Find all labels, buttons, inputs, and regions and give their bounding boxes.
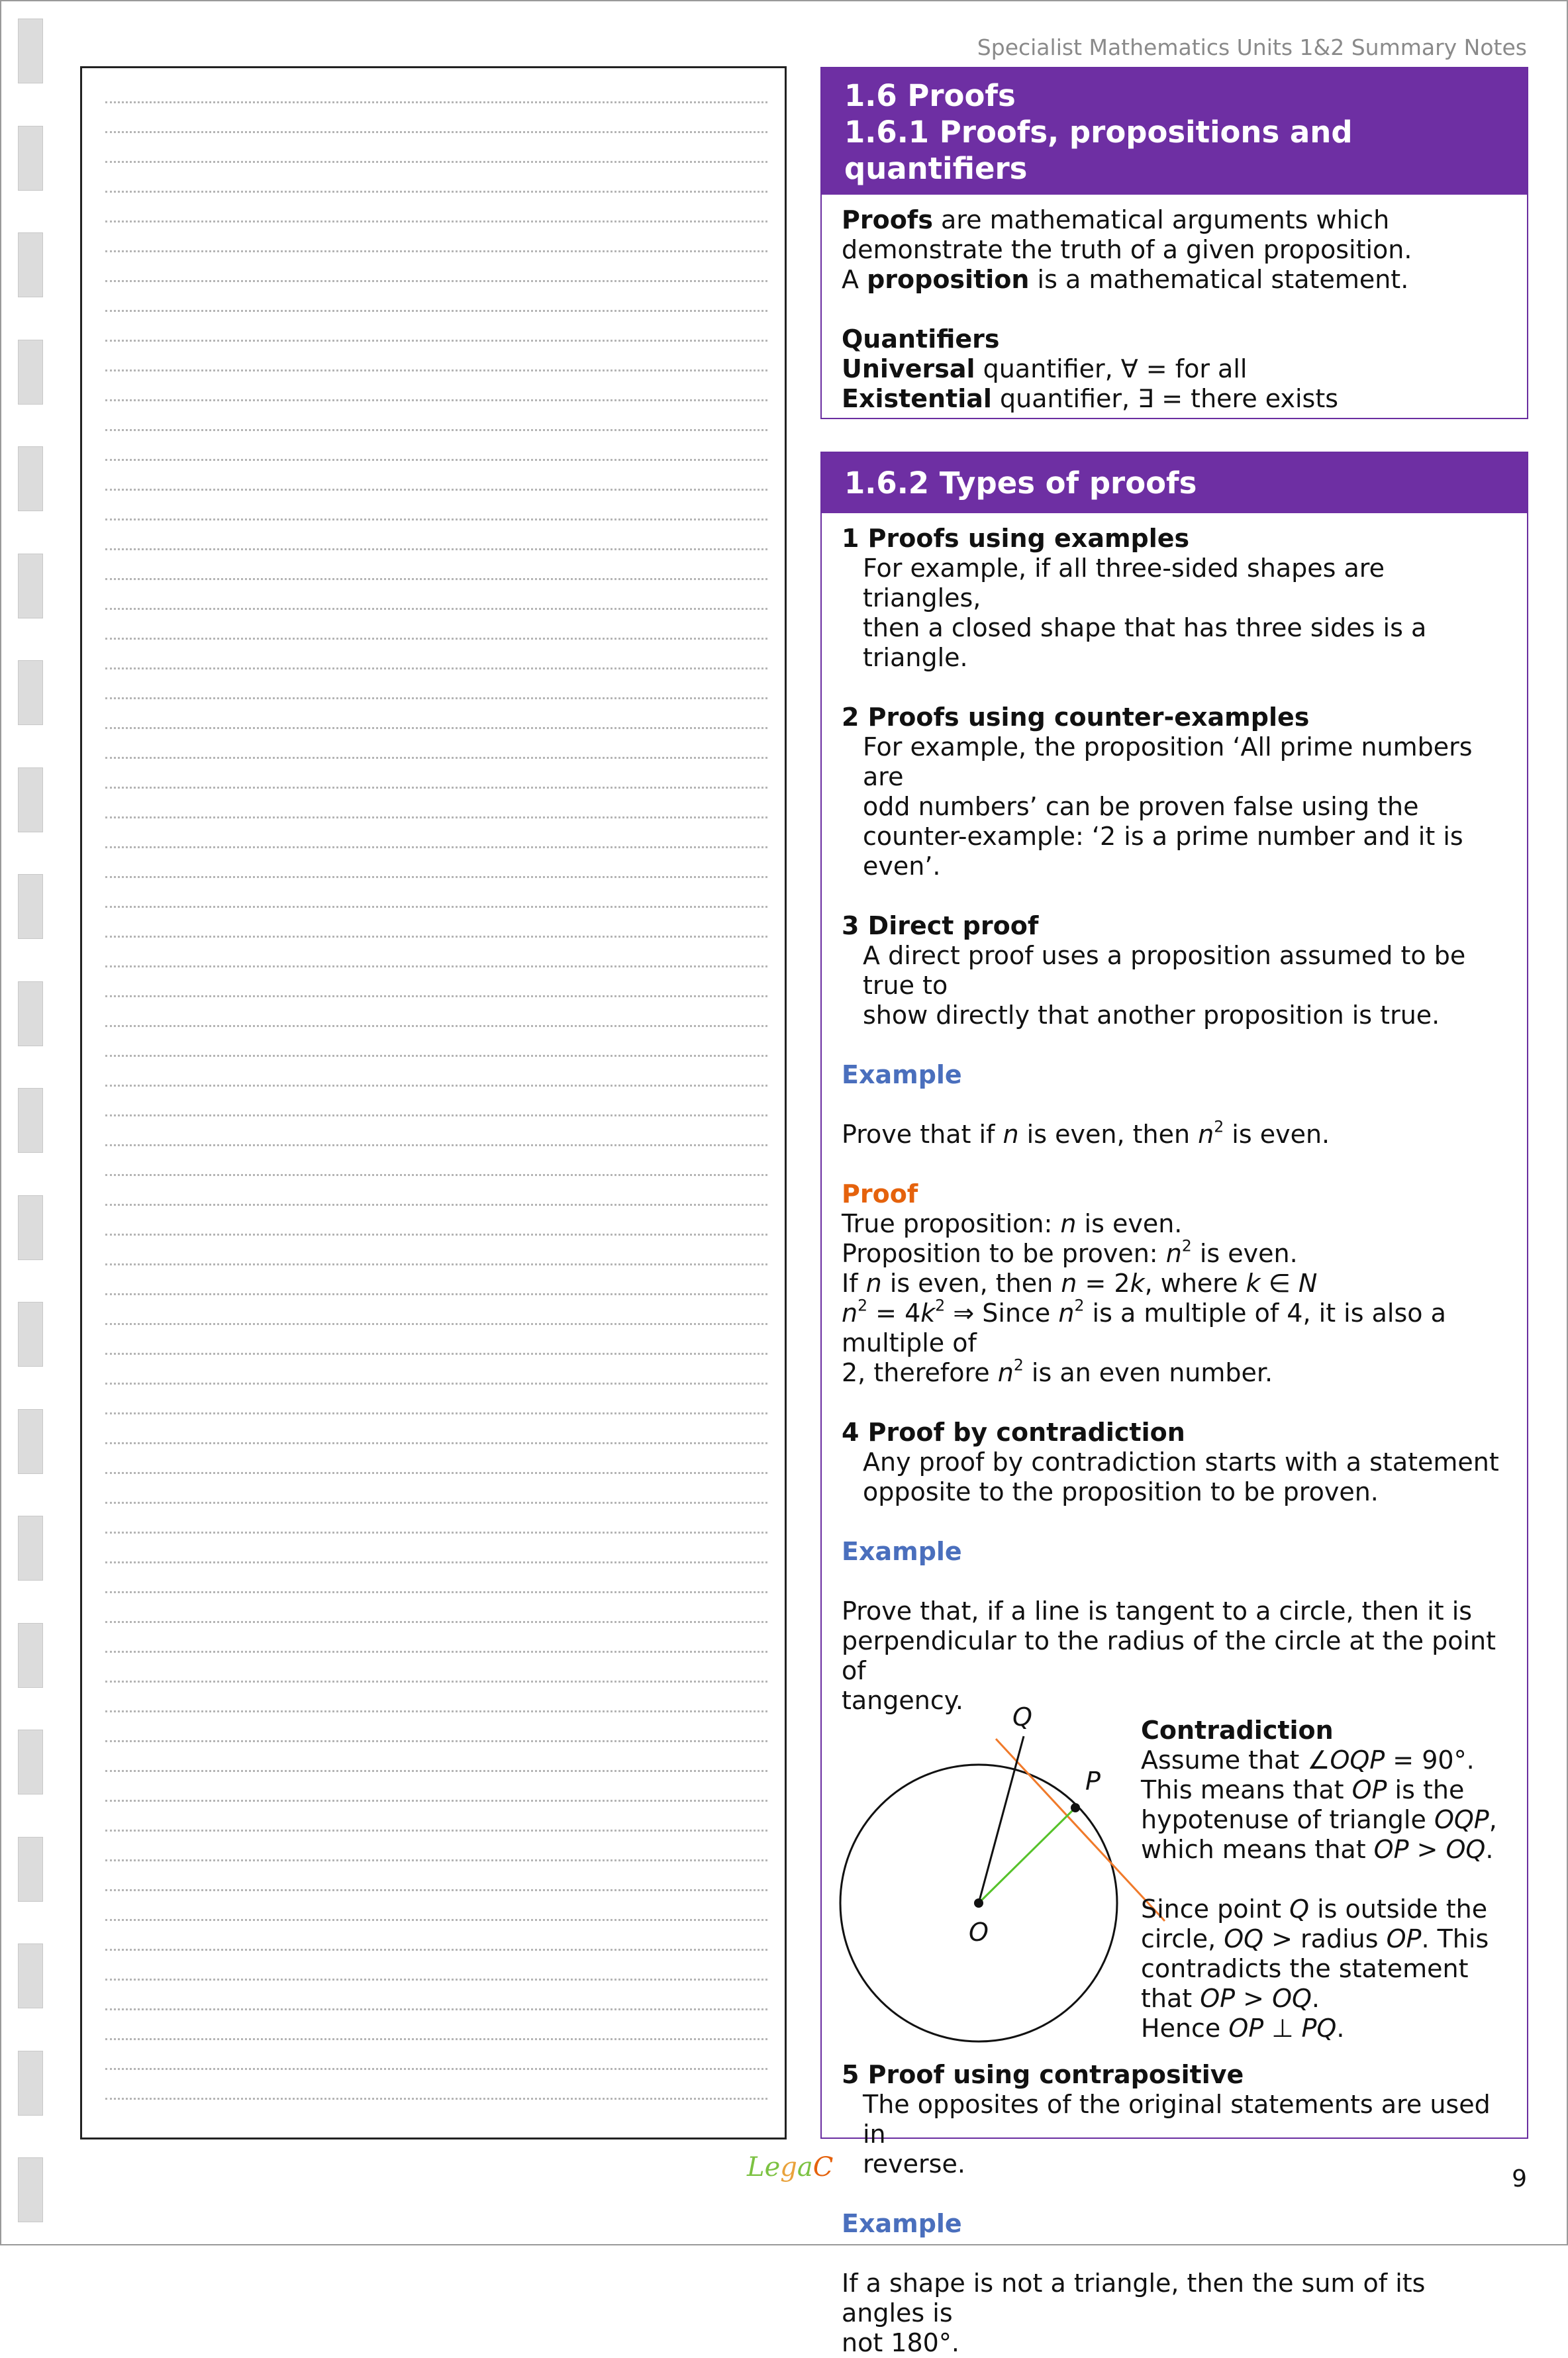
subsection-title: 1.6.2 Types of proofs xyxy=(844,466,1197,501)
writing-line xyxy=(105,250,767,252)
binding-tab xyxy=(18,1516,43,1581)
contradiction-line: contradicts the statement xyxy=(1141,1954,1469,1983)
writing-line xyxy=(105,459,767,461)
proof-line: Proposition to be proven: $n^2$ is even. xyxy=(842,1236,1298,1268)
writing-line xyxy=(105,965,767,967)
label-O: O xyxy=(969,1918,989,1947)
example-2-statement: perpendicular to the radius of the circle at the point of xyxy=(842,1626,1496,1685)
writing-line xyxy=(105,1353,767,1355)
tangent-line xyxy=(996,1739,1165,1921)
writing-line xyxy=(105,1502,767,1504)
example-3-statement: not 180°. xyxy=(842,2328,959,2357)
notes-writing-area[interactable] xyxy=(80,66,787,2139)
card-types-of-proofs xyxy=(820,452,1528,2357)
contradiction-line: which means that OP > OQ. xyxy=(1141,1835,1494,1864)
proof-line: $n^2 = 4k^2$ ⇒ Since $n^2$ is a multiple of 4, it is also a multiple of xyxy=(842,1296,1446,1357)
contradiction-line: that OP > OQ. xyxy=(1141,1984,1320,2013)
writing-line xyxy=(105,369,767,371)
writing-line xyxy=(105,429,767,431)
proof-type-4-text: Any proof by contradiction starts with a statement xyxy=(863,1448,1499,1477)
proof-type-2-text: For example, the proposition ‘All prime numbers are xyxy=(863,732,1473,791)
binding-tab xyxy=(18,126,43,191)
card-header xyxy=(822,453,1527,513)
proof-type-1-text: then a closed shape that has three sides is a triangle. xyxy=(863,613,1427,672)
writing-line xyxy=(105,727,767,729)
card-proofs-propositions xyxy=(820,67,1528,419)
writing-line xyxy=(105,1114,767,1116)
proof-line: If n is even, then n = 2k, where k ∈ N xyxy=(842,1269,1318,1298)
contradiction-conclusion: Hence OP ⊥ PQ. xyxy=(1141,2014,1345,2043)
proof-label: Proof xyxy=(842,1179,918,1208)
example-label: Example xyxy=(842,2209,962,2238)
writing-line xyxy=(105,578,767,580)
binding-tab xyxy=(18,340,43,405)
card-body xyxy=(822,513,1527,2358)
label-Q: Q xyxy=(1012,1702,1032,1732)
subsection-title: 1.6.1 Proofs, propositions and quantifiers xyxy=(844,115,1353,186)
proof-type-5-heading: 5 Proof using contrapositive xyxy=(842,2060,1244,2089)
writing-line xyxy=(105,1293,767,1295)
writing-line xyxy=(105,1085,767,1087)
writing-line xyxy=(105,1532,767,1534)
segment-OQ xyxy=(979,1736,1024,1903)
contradiction-line: Since point Q is outside the xyxy=(1141,1894,1488,1924)
binding-tab xyxy=(18,1943,43,2008)
label-P: P xyxy=(1085,1767,1101,1796)
writing-line xyxy=(105,1412,767,1414)
proof-type-4-text: opposite to the proposition to be proven. xyxy=(863,1477,1379,1506)
binding-tab xyxy=(18,1302,43,1367)
card-header xyxy=(822,68,1527,195)
proof-type-2-heading: 2 Proofs using counter-examples xyxy=(842,703,1310,732)
binding-tab xyxy=(18,554,43,618)
writing-line xyxy=(105,2038,767,2040)
point-P xyxy=(1071,1803,1080,1812)
writing-line xyxy=(105,1055,767,1057)
writing-line xyxy=(105,1949,767,1951)
writing-line xyxy=(105,191,767,193)
binding-tab xyxy=(18,1409,43,1474)
example-label: Example xyxy=(842,1537,962,1566)
writing-line xyxy=(105,1621,767,1623)
example-1-statement: Prove that if n is even, then $n^2$ is even. xyxy=(842,1117,1330,1149)
writing-line xyxy=(105,697,767,699)
binding-tab xyxy=(18,1837,43,1902)
writing-line xyxy=(105,2068,767,2070)
writing-line xyxy=(105,1740,767,1742)
contradiction-heading: Contradiction xyxy=(1141,1716,1334,1745)
writing-line xyxy=(105,816,767,818)
tangent-circle-diagram xyxy=(835,1702,1146,2060)
contradiction-line: Assume that ∠OQP = 90°. xyxy=(1141,1745,1475,1775)
writing-line xyxy=(105,1591,767,1593)
contradiction-explanation xyxy=(1141,1716,1512,2043)
point-O xyxy=(974,1898,983,1908)
proof-type-3-text: A direct proof uses a proposition assumed to be true to xyxy=(863,941,1466,1000)
binding-tab xyxy=(18,1195,43,1260)
binding-tab xyxy=(18,1623,43,1688)
example-2-statement: tangency. xyxy=(842,1686,963,1715)
writing-line xyxy=(105,1472,767,1474)
example-label: Example xyxy=(842,1060,962,1089)
proof-line: True proposition: n is even. xyxy=(842,1209,1183,1238)
writing-line xyxy=(105,1979,767,1981)
logo-text: LegaC xyxy=(747,2152,834,2183)
writing-line xyxy=(105,638,767,640)
writing-line xyxy=(105,1174,767,1176)
definition-proofs: Proofs are mathematical arguments which xyxy=(842,205,1390,234)
page-number: 9 xyxy=(1512,2165,1527,2192)
running-header: Specialist Mathematics Units 1&2 Summary Notes xyxy=(977,34,1527,60)
definition-proofs-cont: demonstrate the truth of a given proposition. xyxy=(842,235,1412,264)
writing-line xyxy=(105,757,767,759)
proof-type-2-text: odd numbers’ can be proven false using the xyxy=(863,792,1419,821)
writing-line xyxy=(105,667,767,669)
definition-proposition: A proposition is a mathematical statement. xyxy=(842,265,1409,294)
writing-line xyxy=(105,995,767,997)
writing-line xyxy=(105,161,767,163)
writing-line xyxy=(105,1770,767,1772)
section-title: 1.6 Proofs xyxy=(844,78,1016,113)
proof-type-3-heading: 3 Direct proof xyxy=(842,911,1039,940)
writing-line xyxy=(105,846,767,848)
writing-line xyxy=(105,1859,767,1861)
writing-line xyxy=(105,1889,767,1891)
writing-line xyxy=(105,131,767,133)
proof-type-1-text: For example, if all three-sided shapes are triangles, xyxy=(863,554,1385,613)
writing-line xyxy=(105,1830,767,1832)
quantifiers-heading: Quantifiers xyxy=(842,324,1000,354)
writing-line xyxy=(105,1204,767,1206)
binding-tab xyxy=(18,660,43,725)
contradiction-line: This means that OP is the xyxy=(1141,1775,1465,1804)
binding-tab xyxy=(18,19,43,83)
binding-tab xyxy=(18,2051,43,2116)
writing-line xyxy=(105,310,767,312)
writing-line xyxy=(105,2098,767,2100)
binding-tab xyxy=(18,981,43,1046)
proof-type-4-heading: 4 Proof by contradiction xyxy=(842,1418,1185,1447)
proof-type-2-text: counter-example: ‘2 is a prime number and it is even’. xyxy=(863,822,1463,881)
writing-line xyxy=(105,1800,767,1802)
writing-line xyxy=(105,876,767,878)
writing-line xyxy=(105,906,767,908)
example-2-statement: Prove that, if a line is tangent to a circle, then it is xyxy=(842,1597,1473,1626)
writing-line xyxy=(105,399,767,401)
writing-line xyxy=(105,489,767,491)
writing-line xyxy=(105,936,767,938)
writing-line xyxy=(105,1383,767,1385)
writing-line xyxy=(105,1919,767,1921)
proof-type-5-text: The opposites of the original statements are used in xyxy=(863,2090,1491,2149)
contradiction-line: circle, OQ > radius OP. This xyxy=(1141,1924,1489,1953)
binding-tab xyxy=(18,232,43,297)
writing-line xyxy=(105,1234,767,1236)
binding-tab xyxy=(18,874,43,939)
writing-line xyxy=(105,1263,767,1265)
writing-line xyxy=(105,1651,767,1653)
binding-tab xyxy=(18,2157,43,2222)
writing-line xyxy=(105,518,767,520)
writing-line xyxy=(105,608,767,610)
proof-type-3-text: show directly that another proposition is true. xyxy=(863,1001,1440,1030)
contradiction-example xyxy=(842,1702,1507,2060)
radius-OP xyxy=(979,1808,1075,1903)
binding-tab xyxy=(18,1730,43,1794)
example-3-statement: If a shape is not a triangle, then the sum of its angles is xyxy=(842,2269,1426,2328)
writing-line xyxy=(105,1025,767,1027)
proof-type-1-heading: 1 Proofs using examples xyxy=(842,524,1190,553)
writing-line xyxy=(105,1323,767,1325)
card-body xyxy=(822,195,1527,414)
writing-line xyxy=(105,280,767,282)
writing-line xyxy=(105,101,767,103)
contradiction-line: hypotenuse of triangle OQP, xyxy=(1141,1805,1497,1834)
proof-line: 2, therefore $n^2$ is an even number. xyxy=(842,1355,1273,1387)
writing-line xyxy=(105,221,767,222)
proof-type-5-text: reverse. xyxy=(863,2149,965,2179)
writing-line xyxy=(105,2008,767,2010)
binding-tab xyxy=(18,767,43,832)
binding-tab xyxy=(18,446,43,511)
legac-logo xyxy=(744,2147,834,2186)
writing-line xyxy=(105,1442,767,1444)
writing-line xyxy=(105,1681,767,1683)
binding-tab xyxy=(18,1088,43,1153)
writing-line xyxy=(105,548,767,550)
universal-quantifier: Universal quantifier, ∀ = for all xyxy=(842,354,1248,383)
existential-quantifier: Existential quantifier, ∃ = there exists xyxy=(842,384,1339,413)
writing-line xyxy=(105,1710,767,1712)
writing-line xyxy=(105,1561,767,1563)
writing-line xyxy=(105,340,767,342)
writing-line xyxy=(105,1144,767,1146)
writing-line xyxy=(105,787,767,789)
